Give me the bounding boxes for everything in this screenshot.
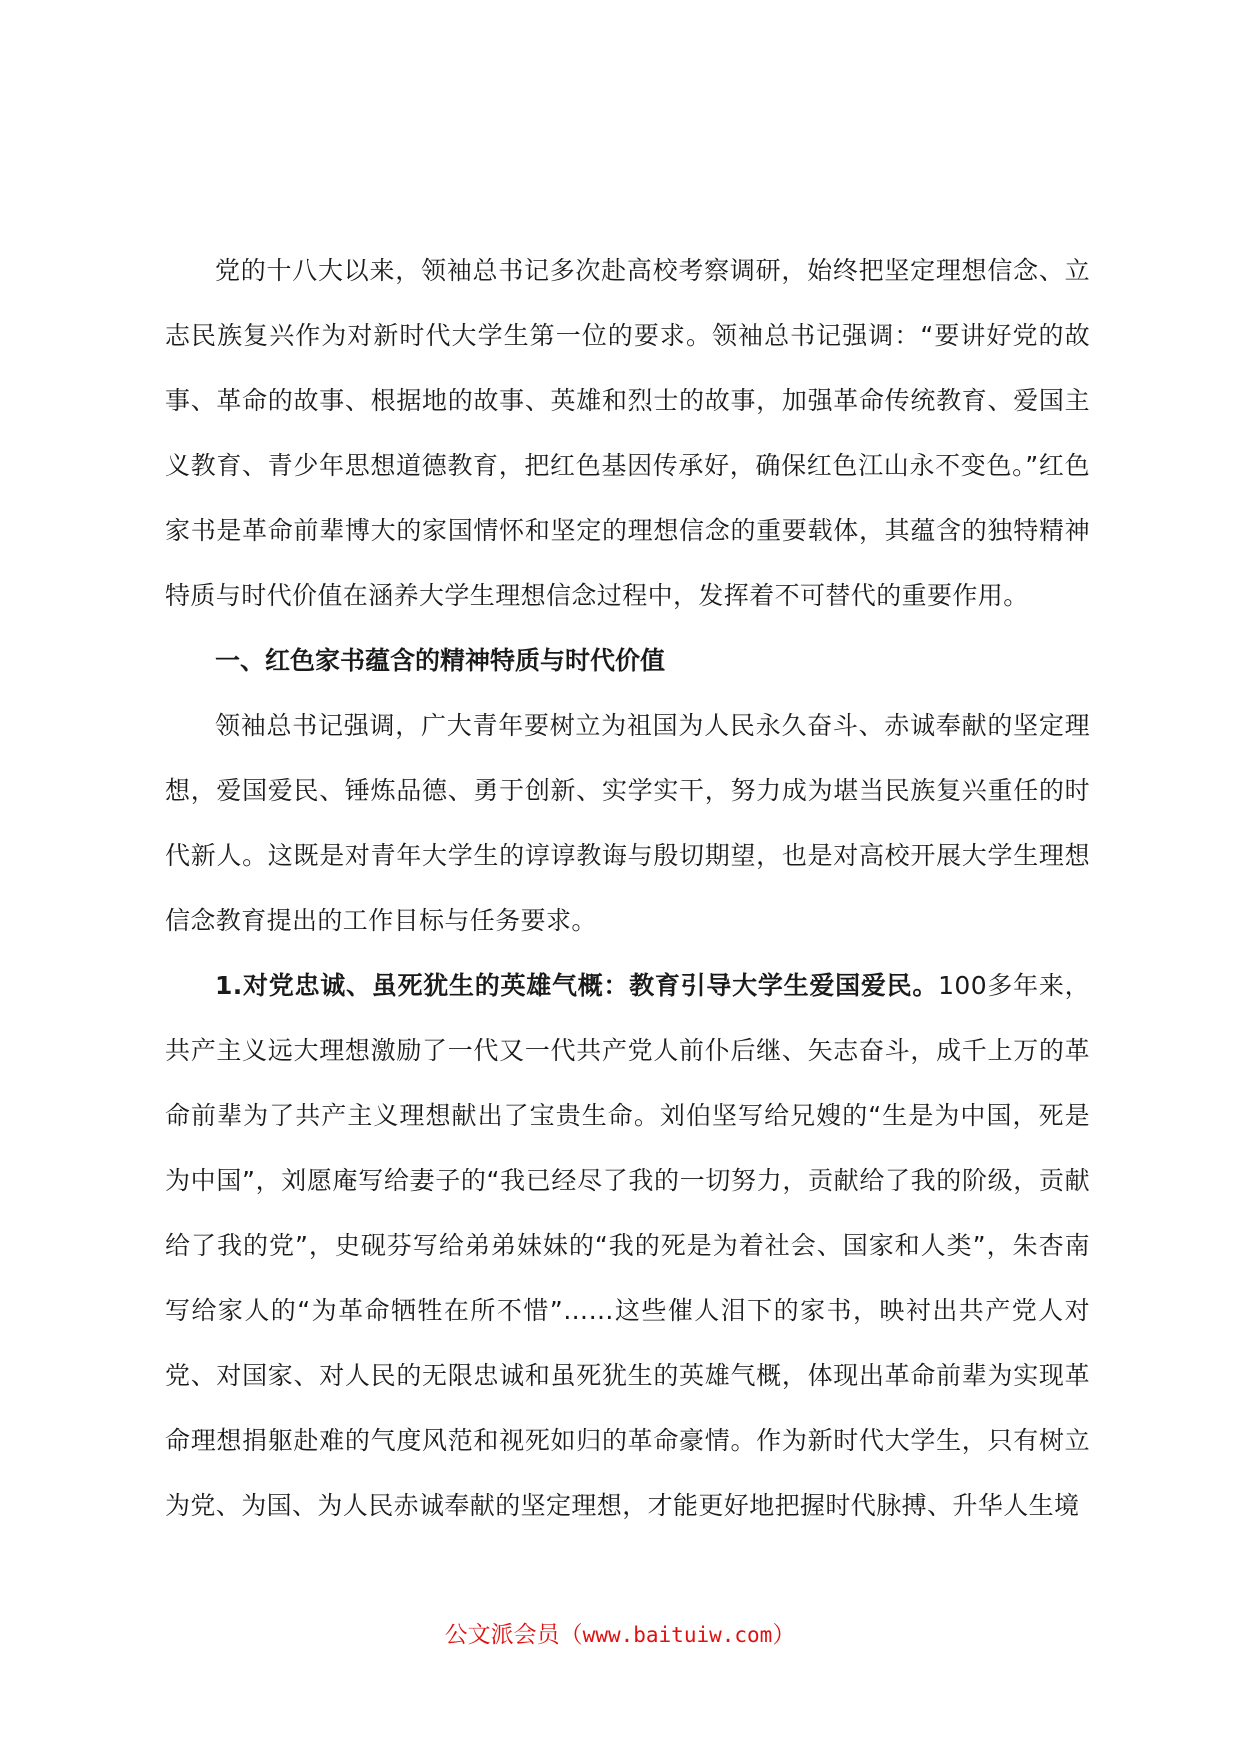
point-1-body: 100多年来，共产主义远大理想激励了一代又一代共产党人前仆后继、矢志奋斗，成千上万的革命前辈为了共产主义理想献出了宝贵生命。刘伯坚写给兄嫂的“生是为中国，死是为中国”，刘愿庵写给妻子的“我已经尽了我的一切努力，贡献给了我的阶级，贡献给了我的党”，史砚芬写给弟弟妹妹的“我的死是为着社会、国家和人类”，朱杏南写给家人的“为革命牺牲在所不惜”……这些催人泪下的家书，映衬出共产党人对党、对国家、对人民的无限忠诚和虽死犹生的英雄气概，体现出革命前辈为实现革命理想捐躯赴难的气度风范和视死如归的革命豪情。作为新时代大学生，只有树立为党、为国、为人民赤诚奉献的坚定理想，才能更好地把握时代脉搏、升华人生境 xyxy=(165,971,1090,1520)
footer-prefix: 公文派会员（ xyxy=(444,1622,583,1648)
paragraph-intro: 党的十八大以来，领袖总书记多次赴高校考察调研，始终把坚定理想信念、立志民族复兴作为对新时代大学生第一位的要求。领袖总书记强调：“要讲好党的故事、革命的故事、根据地的故事、英雄和烈士的故事，加强革命传统教育、爱国主义教育、青少年思想道德教育，把红色基因传承好，确保红色江山永不变色。”红色家书是革命前辈博大的家国情怀和坚定的理想信念的重要载体，其蕴含的独特精神特质与时代价值在涵养大学生理想信念过程中，发挥着不可替代的重要作用。 xyxy=(165,256,1090,610)
paragraph-point-1 xyxy=(165,953,1090,1538)
paragraph-section-intro: 领袖总书记强调，广大青年要树立为祖国为人民永久奋斗、赤诚奉献的坚定理想，爱国爱民、锤炼品德、勇于创新、实学实干，努力成为堪当民族复兴重任的时代新人。这既是对青年大学生的谆谆教诲与殷切期望，也是对高校开展大学生理想信念教育提出的工作目标与任务要求。 xyxy=(165,711,1090,935)
point-1-lead: 1.对党忠诚、虽死犹生的英雄气概：教育引导大学生爱国爱民。 xyxy=(215,971,939,1000)
footer-watermark xyxy=(0,1616,1240,1649)
document-body xyxy=(165,238,1090,1538)
footer-suffix: ） xyxy=(772,1622,796,1648)
section-heading: 一、红色家书蕴含的精神特质与时代价值 xyxy=(215,646,666,675)
footer-url-link[interactable]: www.baituiw.com xyxy=(582,1623,773,1647)
